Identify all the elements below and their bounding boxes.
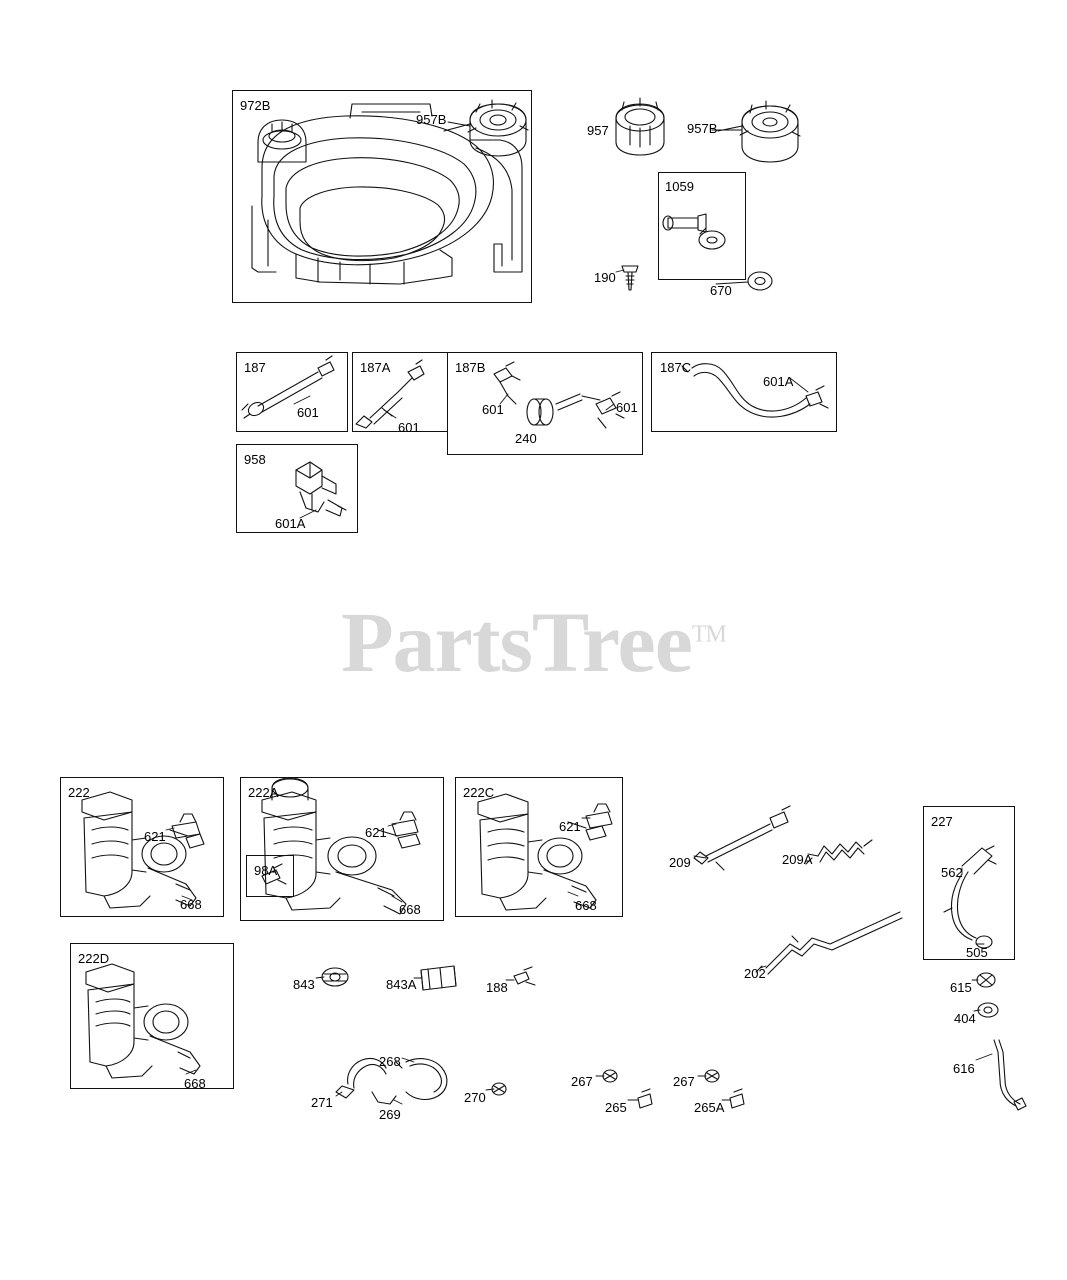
art-209A-spring (806, 840, 872, 864)
callout-98A: 98A (254, 863, 278, 878)
callout-268: 268 (379, 1054, 401, 1069)
art-957-cap (616, 98, 664, 155)
callout-670: 670 (710, 283, 732, 298)
callout-843A: 843A (386, 977, 417, 992)
callout-505: 505 (966, 945, 988, 960)
callout-562: 562 (941, 865, 963, 880)
frame-972B (232, 90, 532, 303)
callout-202: 202 (744, 966, 766, 981)
watermark-text: PartsTree (341, 594, 692, 690)
callout-209A: 209A (782, 852, 813, 867)
callout-190: 190 (594, 270, 616, 285)
callout-267-2: 267 (673, 1074, 695, 1089)
art-202-lever (756, 912, 902, 974)
callout-240: 240 (515, 431, 537, 446)
callout-957B-2: 957B (687, 121, 718, 136)
callout-616: 616 (953, 1061, 975, 1076)
watermark-tm: TM (691, 621, 726, 648)
callout-668-4: 668 (184, 1076, 206, 1091)
callout-267-1: 267 (571, 1074, 593, 1089)
callout-404: 404 (954, 1011, 976, 1026)
callout-269: 269 (379, 1107, 401, 1122)
callout-957: 957 (587, 123, 609, 138)
callout-972B: 972B (240, 98, 271, 113)
watermark (0, 592, 1067, 692)
callout-668-3: 668 (575, 898, 597, 913)
callout-957B-1: 957B (416, 112, 447, 127)
callout-601-1: 601 (297, 405, 319, 420)
art-843A-part (421, 966, 456, 990)
art-843-part (322, 968, 348, 986)
art-957B-cap-right (718, 101, 800, 162)
callout-222D: 222D (78, 951, 110, 966)
callout-615: 615 (950, 980, 972, 995)
callout-271: 271 (311, 1095, 333, 1110)
art-190-screw (622, 266, 638, 290)
callout-209: 209 (669, 855, 691, 870)
callout-187B: 187B (455, 360, 486, 375)
callout-265A: 265A (694, 1100, 725, 1115)
art-209-link (694, 806, 790, 870)
callout-621-1: 621 (144, 829, 166, 844)
callout-601A-2: 601A (275, 516, 306, 531)
callout-222C: 222C (463, 785, 495, 800)
callout-222: 222 (68, 785, 90, 800)
callout-621-2: 621 (365, 825, 387, 840)
callout-601-2: 601 (398, 420, 420, 435)
art-670-washer (748, 272, 772, 290)
callout-843: 843 (293, 977, 315, 992)
frame-227 (923, 806, 1015, 960)
callout-222A: 222A (248, 785, 279, 800)
callout-668-1: 668 (180, 897, 202, 912)
callout-601-4: 601 (616, 400, 638, 415)
callout-668-2: 668 (399, 902, 421, 917)
art-615-404-616 (977, 973, 1026, 1110)
callout-187A: 187A (360, 360, 391, 375)
callout-601-3: 601 (482, 402, 504, 417)
callout-621-3: 621 (559, 819, 581, 834)
callout-227: 227 (931, 814, 953, 829)
callout-1059: 1059 (665, 179, 694, 194)
callout-187C: 187C (660, 360, 692, 375)
callout-188: 188 (486, 980, 508, 995)
callout-601A-1: 601A (763, 374, 794, 389)
callout-958: 958 (244, 452, 266, 467)
callout-270: 270 (464, 1090, 486, 1105)
callout-187: 187 (244, 360, 266, 375)
callout-265: 265 (605, 1100, 627, 1115)
art-188-screw (514, 967, 535, 985)
